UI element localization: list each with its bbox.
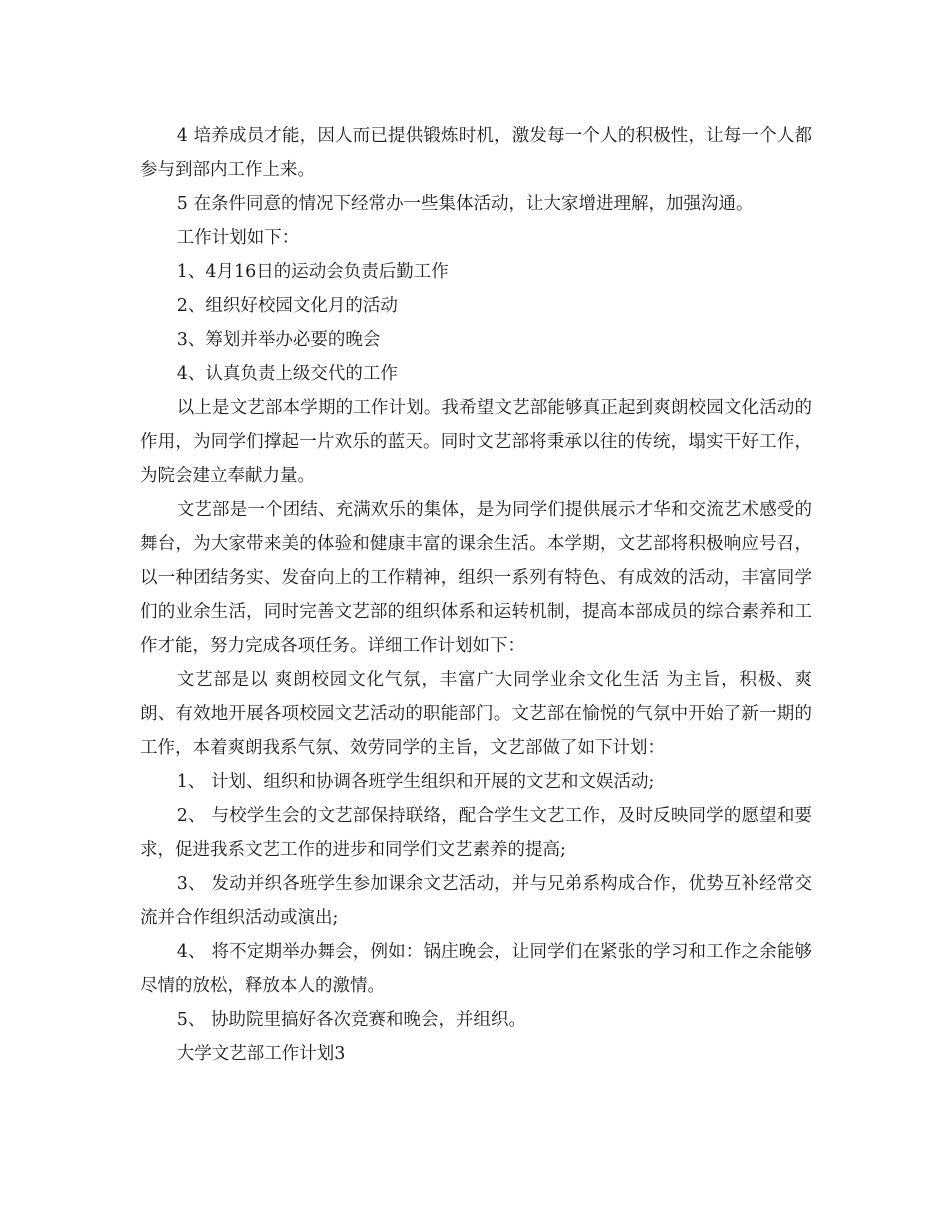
- paragraph-11: 1、 计划、组织和协调各班学生组织和开展的文艺和文娱活动;: [176, 772, 655, 792]
- paragraph-1: 4 培养成员才能，因人而已提供锻炼时机，激发每一个人的积极性，让每一个人都参与到部内工作上来。: [140, 126, 812, 180]
- paragraph-8: 以上是文艺部本学期的工作计划。我希望文艺部能够真正起到爽朗校园文化活动的作用，为同学们撑起一片欢乐的蓝天。同时文艺部将秉承以往的传统，塌实干好工作，为院会建立奉献力量。: [140, 398, 812, 486]
- paragraph-5: 2、组织好校园文化月的活动: [176, 296, 398, 316]
- paragraph-7: 4、认真负责上级交代的工作: [176, 364, 398, 384]
- paragraph-15: 5、 协助院里搞好各次竞赛和晚会，并组织。: [176, 1010, 526, 1030]
- paragraph-12: 2、 与校学生会的文艺部保持联络，配合学生文艺工作，及时反映同学的愿望和要求，促进我系文艺工作的进步和同学们文艺素养的提高;: [140, 806, 812, 860]
- paragraph-3: 工作计划如下：: [176, 228, 300, 248]
- paragraph-2: 5 在条件同意的情况下经常办一些集体活动，让大家增进理解，加强沟通。: [176, 194, 754, 214]
- paragraph-16: 大学文艺部工作计划3: [176, 1044, 346, 1064]
- paragraph-6: 3、筹划并举办必要的晚会: [176, 330, 381, 350]
- paragraph-10: 文艺部是以 爽朗校园文化气氛，丰富广大同学业余文化生活 为主旨，积极、爽朗、有效地开展各项校园文艺活动的职能部门。文艺部在愉悦的气氛中开始了新一期的工作，本着爽朗我系气氛、效劳同学的主旨，文艺部做了如下计划：: [140, 670, 812, 758]
- document-body: [140, 119, 812, 1071]
- paragraph-9: 文艺部是一个团结、充满欢乐的集体，是为同学们提供展示才华和交流艺术感受的舞台，为大家带来美的体验和健康丰富的课余生活。本学期，文艺部将积极响应号召，以一种团结务实、发奋向上的工作精神，组织一系列有特色、有成效的活动，丰富同学们的业余生活，同时完善文艺部的组织体系和运转机制，提高本部成员的综合素养和工作才能，努力完成各项任务。详细工作计划如下：: [140, 500, 812, 656]
- paragraph-14: 4、 将不定期举办舞会，例如：锅庄晚会，让同学们在紧张的学习和工作之余能够尽情的放松，释放本人的激情。: [140, 942, 812, 996]
- paragraph-4: 1、4月16日的运动会负责后勤工作: [176, 262, 449, 282]
- paragraph-13: 3、 发动并织各班学生参加课余文艺活动，并与兄弟系构成合作，优势互补经常交流并合作组织活动或演出;: [140, 874, 812, 928]
